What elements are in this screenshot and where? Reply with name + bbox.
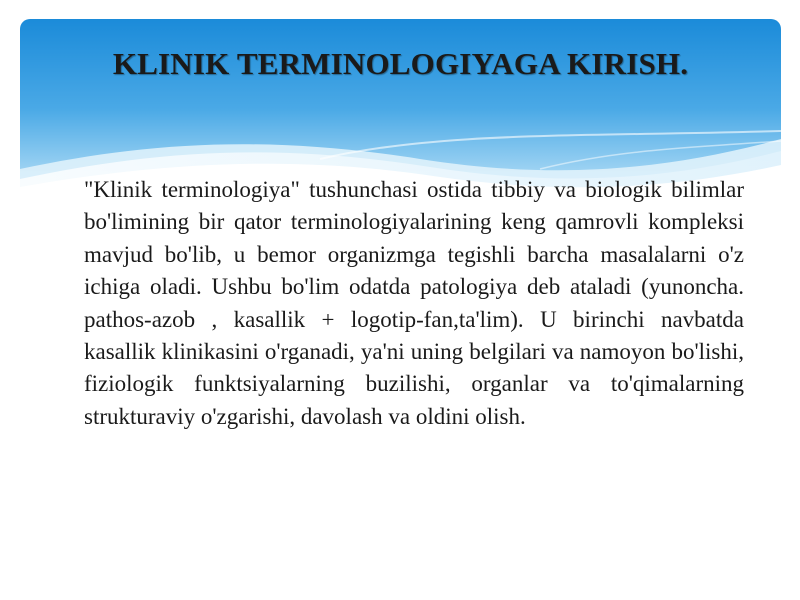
slide-title: KLINIK TERMINOLOGIYAGA KIRISH. [112,46,689,81]
body-paragraph: "Klinik terminologiya" tushunchasi ostida tibbiy va biologik bilimlar bo'limining bir qator terminologiyalarining keng qamrovli kompleksi mavjud bo'lib, u bemor organizmga tegishli barcha masalalarni o'z ichiga oladi. Ushbu bo'lim odatda patologiya deb ataladi (yunoncha. pathos-azob , kasallik + logotip-fan,ta'lim). U birinchi navbatda kasallik klinikasini o'rganadi, ya'ni uning belgilari va namoyon bo'lishi, fiziologik funktsiyalarning buzilishi, organlar va to'qimalarning strukturaviy o'zgarishi, davolash va oldini olish. [84,177,744,429]
